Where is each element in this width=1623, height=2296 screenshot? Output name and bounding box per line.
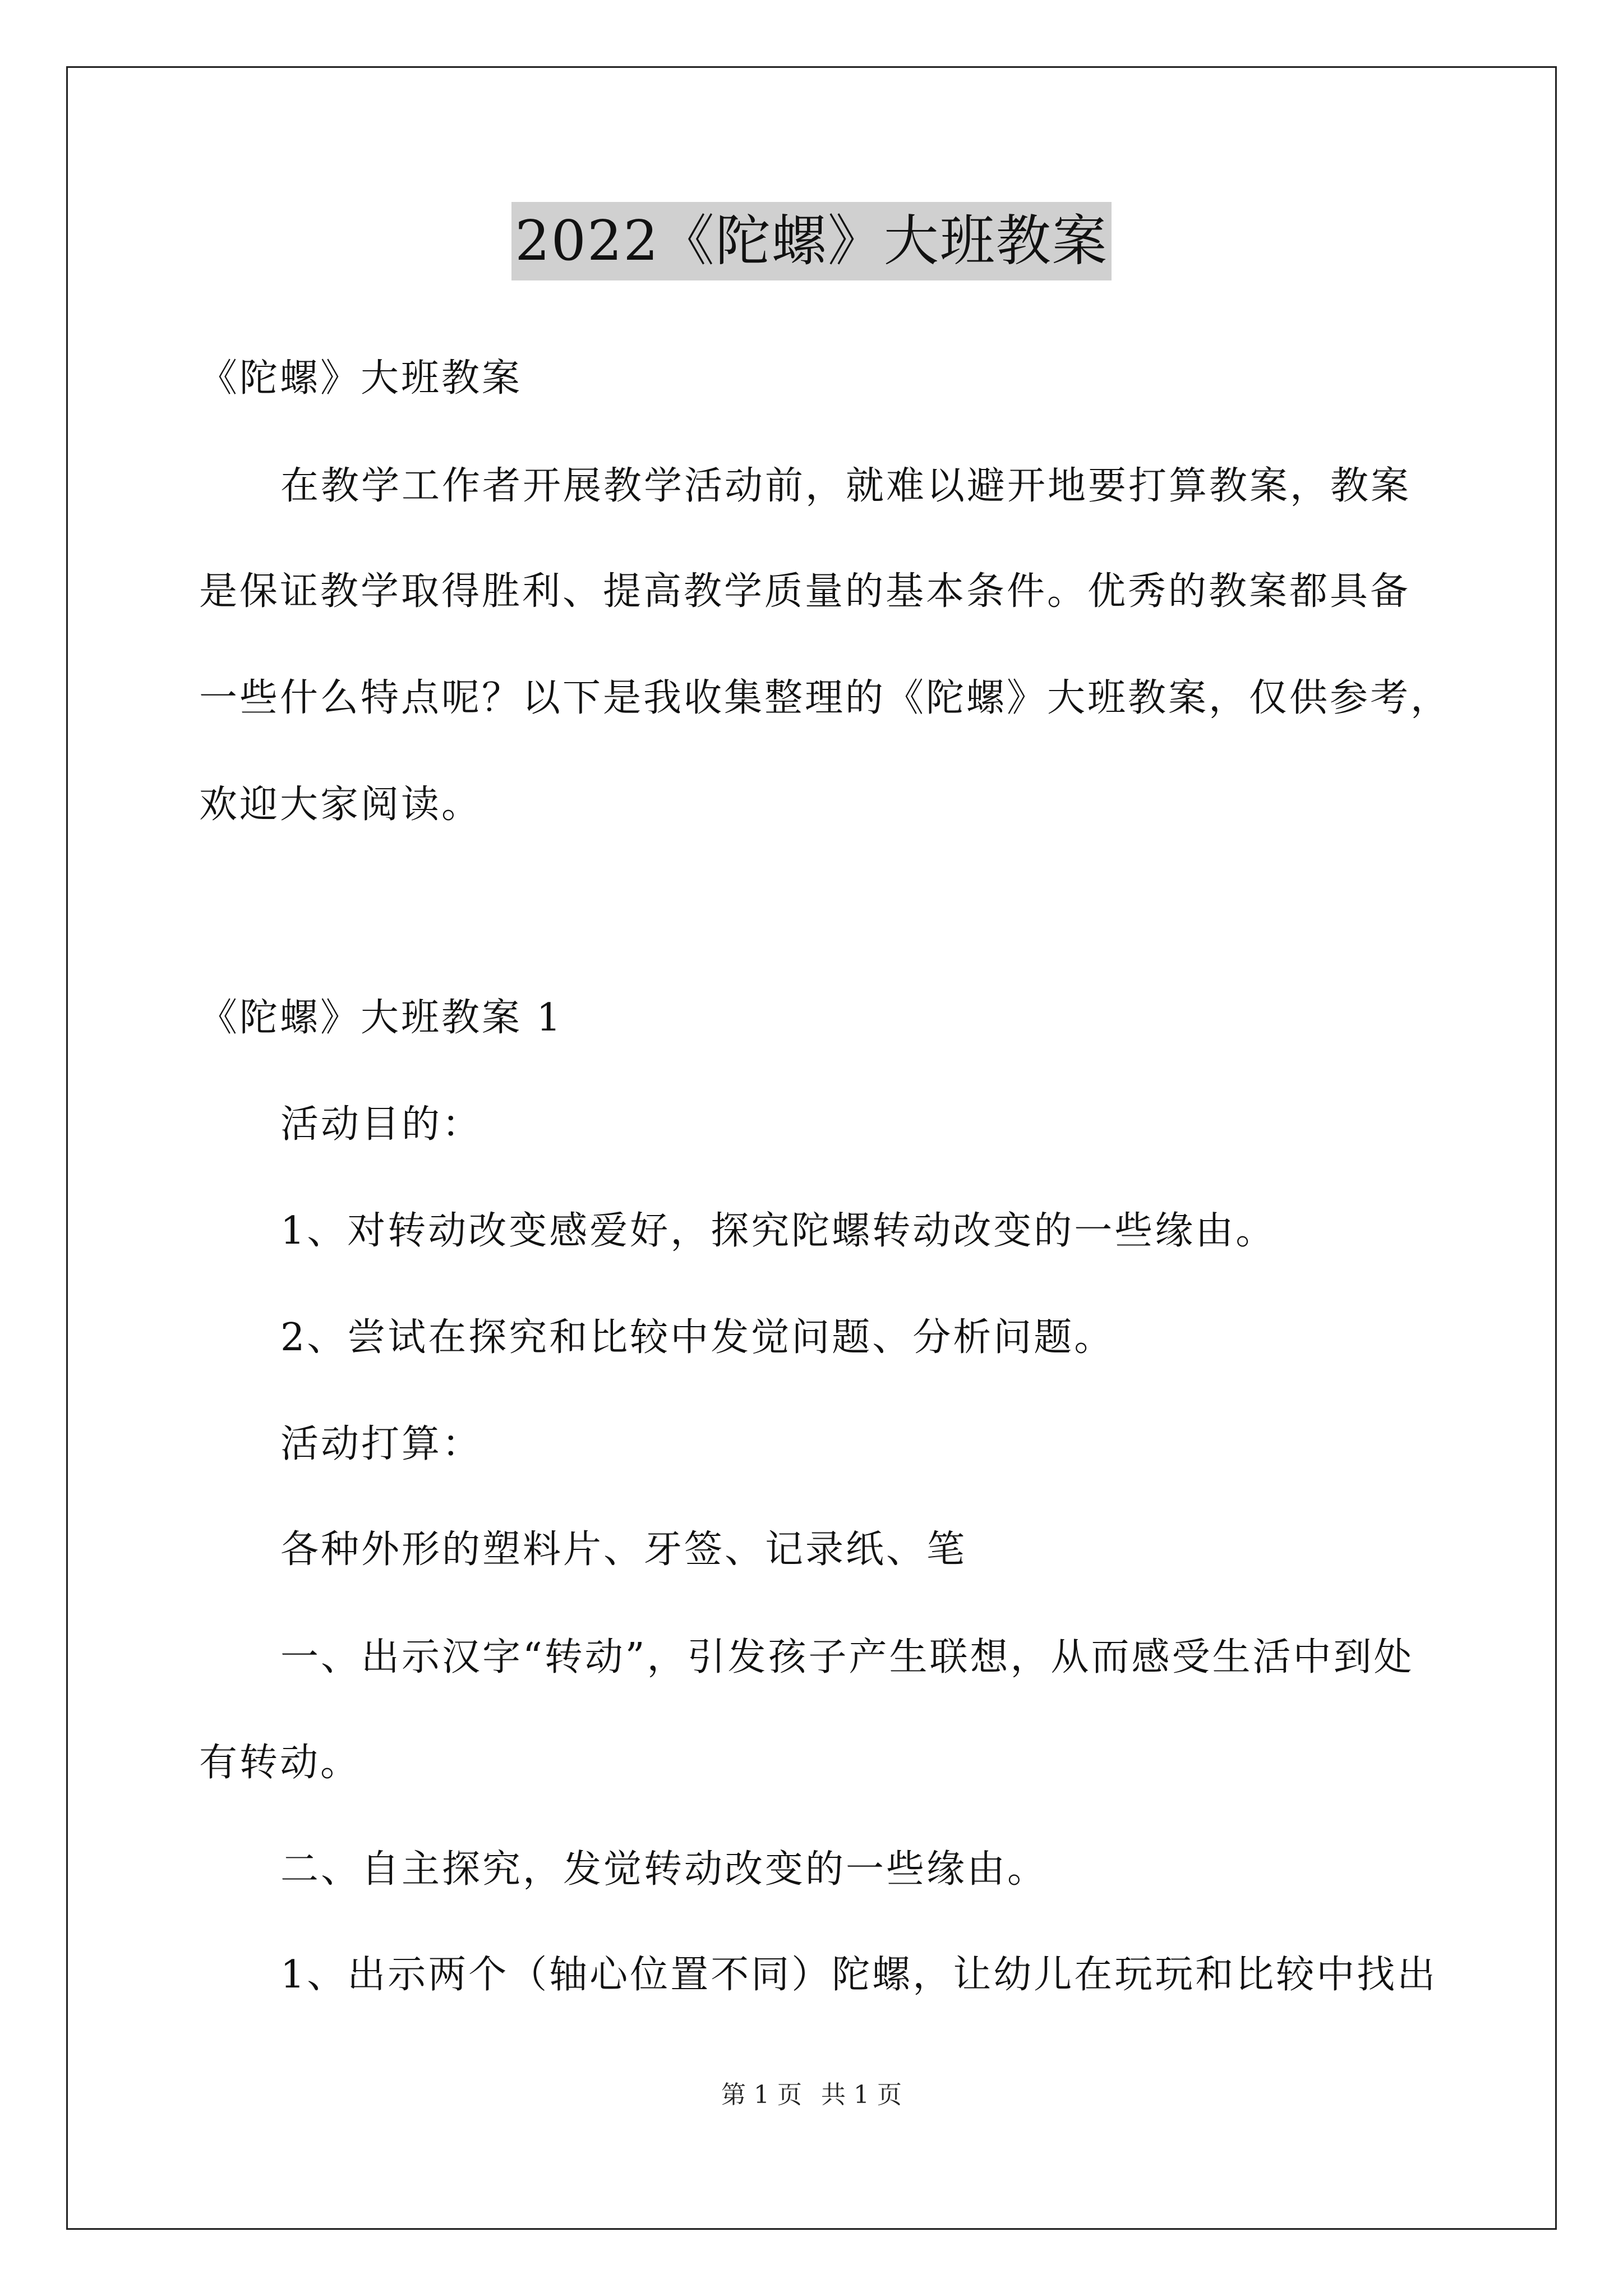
section-heading: 《陀螺》大班教案 1 <box>199 996 563 1040</box>
paragraph-line: 一些什么特点呢？以下是我收集整理的《陀螺》大班教案，仅供参考， <box>199 676 1451 720</box>
page-number-current: 第 1 页 <box>721 2081 802 2109</box>
paragraph-line: 是保证教学取得胜利、提高教学质量的基本条件。优秀的教案都具备 <box>199 569 1411 614</box>
subtitle-line: 《陀螺》大班教案 <box>199 356 523 401</box>
paragraph-line: 1、对转动改变感爱好，探究陀螺转动改变的一些缘由。 <box>280 1209 1276 1253</box>
paragraph-line: 活动打算： <box>280 1422 483 1466</box>
page-footer <box>0 2078 1623 2112</box>
document-title: 2022《陀螺》大班教案 <box>511 202 1111 280</box>
paragraph-line: 二、自主探究，发觉转动改变的一些缘由。 <box>280 1847 1048 1892</box>
paragraph-line: 活动目的： <box>280 1102 483 1147</box>
paragraph-line: 欢迎大家阅读。 <box>199 783 482 827</box>
paragraph-line: 2、尝试在探究和比较中发觉问题、分析问题。 <box>280 1315 1115 1360</box>
title-container <box>0 202 1623 280</box>
paragraph-line: 在教学工作者开展教学活动前，就难以避开地要打算教案，教案 <box>280 464 1412 508</box>
page-number-total: 共 1 页 <box>821 2081 902 2109</box>
paragraph-line: 各种外形的塑料片、牙签、记录纸、笔 <box>280 1527 967 1572</box>
paragraph-line: 1、出示两个（轴心位置不同）陀螺，让幼儿在玩玩和比较中找出 <box>280 1953 1438 1997</box>
paragraph-line: 有转动。 <box>199 1741 361 1785</box>
paragraph-line: 一、出示汉字“转动”，引发孩子产生联想，从而感受生活中到处 <box>280 1635 1414 1680</box>
